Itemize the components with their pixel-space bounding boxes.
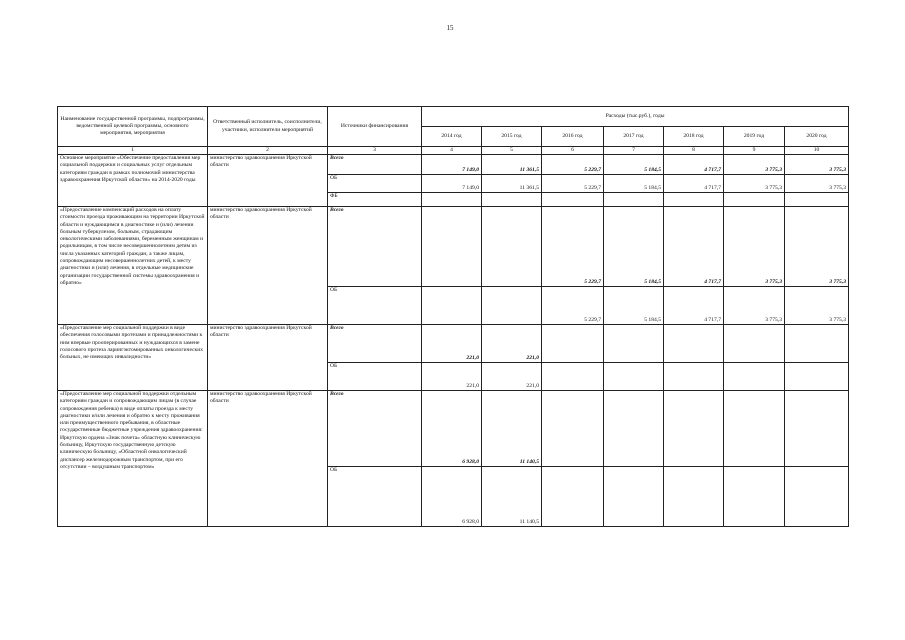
- source-fb: ФБ: [328, 193, 422, 207]
- column-number: 10: [785, 147, 849, 155]
- column-number: 7: [604, 147, 664, 155]
- header-year: 2015 год: [482, 127, 542, 147]
- value-total: 5 229,7: [542, 207, 604, 287]
- value-total: 5 184,5: [604, 155, 664, 175]
- value-total: 11 140,5: [482, 391, 542, 467]
- executor: министерство здравоохранения Иркутской области: [208, 325, 328, 391]
- value-total: [785, 391, 849, 467]
- value-ob: 5 184,5: [604, 175, 664, 193]
- value-ob: [664, 467, 724, 527]
- value-ob: [664, 363, 724, 391]
- value-ob: [542, 467, 604, 527]
- value-ob: [724, 363, 785, 391]
- column-number: 3: [328, 147, 422, 155]
- table-row: [58, 391, 849, 467]
- column-number: 9: [724, 147, 785, 155]
- value-ob: 11 140,5: [482, 467, 542, 527]
- value-total: 4 717,7: [664, 207, 724, 287]
- value-total: 6 928,0: [422, 391, 482, 467]
- value-ob: 5 229,7: [542, 175, 604, 193]
- header-year: 2014 год: [422, 127, 482, 147]
- value-total: 5 184,5: [604, 207, 664, 287]
- header-year: 2016 год: [542, 127, 604, 147]
- value-total: [542, 325, 604, 363]
- page-number: 15: [446, 24, 454, 32]
- table-row: [58, 325, 849, 363]
- source-ob: ОБ: [328, 363, 422, 391]
- header-executor: Ответственный исполнитель, соисполнители, участники, исполнители мероприятий: [208, 107, 328, 147]
- executor: министерство здравоохранения Иркутской области: [208, 391, 328, 527]
- column-number: 1: [58, 147, 208, 155]
- source-ob: ОБ: [328, 287, 422, 325]
- value-total: [422, 207, 482, 287]
- header-year: 2018 год: [664, 127, 724, 147]
- value-ob: [604, 467, 664, 527]
- value-ob: [785, 467, 849, 527]
- value-ob: 221,0: [482, 363, 542, 391]
- value-total: 3 775,3: [724, 155, 785, 175]
- value-ob: [785, 363, 849, 391]
- source-total: Всего: [328, 207, 422, 287]
- source-ob: ОБ: [328, 175, 422, 193]
- executor: министерство здравоохранения Иркутской области: [208, 207, 328, 325]
- column-number: 4: [422, 147, 482, 155]
- value-ob: [542, 363, 604, 391]
- expenses-table: [57, 106, 849, 527]
- column-number: 5: [482, 147, 542, 155]
- value-ob: [604, 363, 664, 391]
- value-total: [664, 391, 724, 467]
- header-year: 2017 год: [604, 127, 664, 147]
- value-ob: 3 775,3: [785, 287, 849, 325]
- source-total: Всего: [328, 391, 422, 467]
- value-total: 3 775,3: [785, 155, 849, 175]
- value-total: 11 361,5: [482, 155, 542, 175]
- column-number: 6: [542, 147, 604, 155]
- header-year: 2020 год: [785, 127, 849, 147]
- activity-name: «Предоставление компенсаций расходов на оплату стоимости проезда проживающим на территории Иркутской области и нуждающимся в диагностике и (или) лечении больным туберкулезом, больным, страдающим онкологическими заболеваниями, беременным женщинам и родильницам, в том числе несовершеннолетним детям из числа указанных категорий граждан, а также лицам, сопровождающим несовершеннолетних детей, к месту диагностики и (или) лечения, в отдельные медицинские организации государственной системы здравоохранения и обратно»: [58, 207, 208, 325]
- value-total: [724, 325, 785, 363]
- value-total: 221,0: [422, 325, 482, 363]
- column-number: 8: [664, 147, 724, 155]
- value-total: 3 775,3: [785, 207, 849, 287]
- value-ob: 221,0: [422, 363, 482, 391]
- value-total: [664, 325, 724, 363]
- value-total: [542, 391, 604, 467]
- value-ob: [724, 467, 785, 527]
- value-ob: 3 775,3: [785, 175, 849, 193]
- value-ob: 4 717,7: [664, 287, 724, 325]
- value-total: 5 229,7: [542, 155, 604, 175]
- value-total: [482, 207, 542, 287]
- value-ob: 3 775,3: [724, 175, 785, 193]
- value-ob: 6 928,0: [422, 467, 482, 527]
- activity-name: «Предоставление мер социальной поддержки отдельным категориям граждан и сопровождающим лицам (в случае сопровождения ребенка) в виде оплаты проезда к месту диагностики и/или лечения и обратно к месту проживания или преимущественного пребывания, в областные государственные бюджетные учреждения здравоохранения: Иркутскую ордена «Знак почета» областную клиническую больницу, Иркутскую государственную детскую клиническую больницу, «Областной онкологический диспансер железнодорожным транспортом, при его отсутствии – воздушным транспортом»: [58, 391, 208, 527]
- value-total: 3 775,3: [724, 207, 785, 287]
- header-source: Источники финансирования: [328, 107, 422, 147]
- activity-name: Основное мероприятие «Обеспечение предоставления мер социальной поддержки и социальных услуг отдельным категориям граждан в рамках полномочий министерства здравоохранения Иркутской области» на 2014-2020 годы: [58, 155, 208, 207]
- value-total: [604, 325, 664, 363]
- value-ob: 7 149,0: [422, 175, 482, 193]
- header-year: 2019 год: [724, 127, 785, 147]
- source-total: Всего: [328, 155, 422, 175]
- value-ob: [422, 287, 482, 325]
- value-total: 4 717,7: [664, 155, 724, 175]
- value-ob: [482, 287, 542, 325]
- value-ob: 11 361,5: [482, 175, 542, 193]
- value-total: 7 149,0: [422, 155, 482, 175]
- header-expenses: Расходы (тыс.руб.), годы: [422, 107, 849, 127]
- value-ob: 3 775,3: [724, 287, 785, 325]
- value-ob: 4 717,7: [664, 175, 724, 193]
- source-total: Всего: [328, 325, 422, 363]
- header-name: Наименование государственной программы, подпрограммы, ведомственной целевой программы, основного мероприятия, мероприятия: [58, 107, 208, 147]
- executor: министерство здравоохранения Иркутской области: [208, 155, 328, 207]
- value-total: 221,0: [482, 325, 542, 363]
- activity-name: «Предоставление мер социальной поддержки в виде обеспечения голосовыми протезами и принадлежностями к ним впервые прооперированных и нуждающихся в замене голосового протеза ларингэктомированных онкологических больных, не имеющих инвалидности»: [58, 325, 208, 391]
- column-number: 2: [208, 147, 328, 155]
- source-ob: ОБ: [328, 467, 422, 527]
- table-row: [58, 155, 849, 175]
- table-row: [58, 207, 849, 287]
- value-ob: 5 184,5: [604, 287, 664, 325]
- value-total: [785, 325, 849, 363]
- value-total: [724, 391, 785, 467]
- value-total: [604, 391, 664, 467]
- value-ob: 5 229,7: [542, 287, 604, 325]
